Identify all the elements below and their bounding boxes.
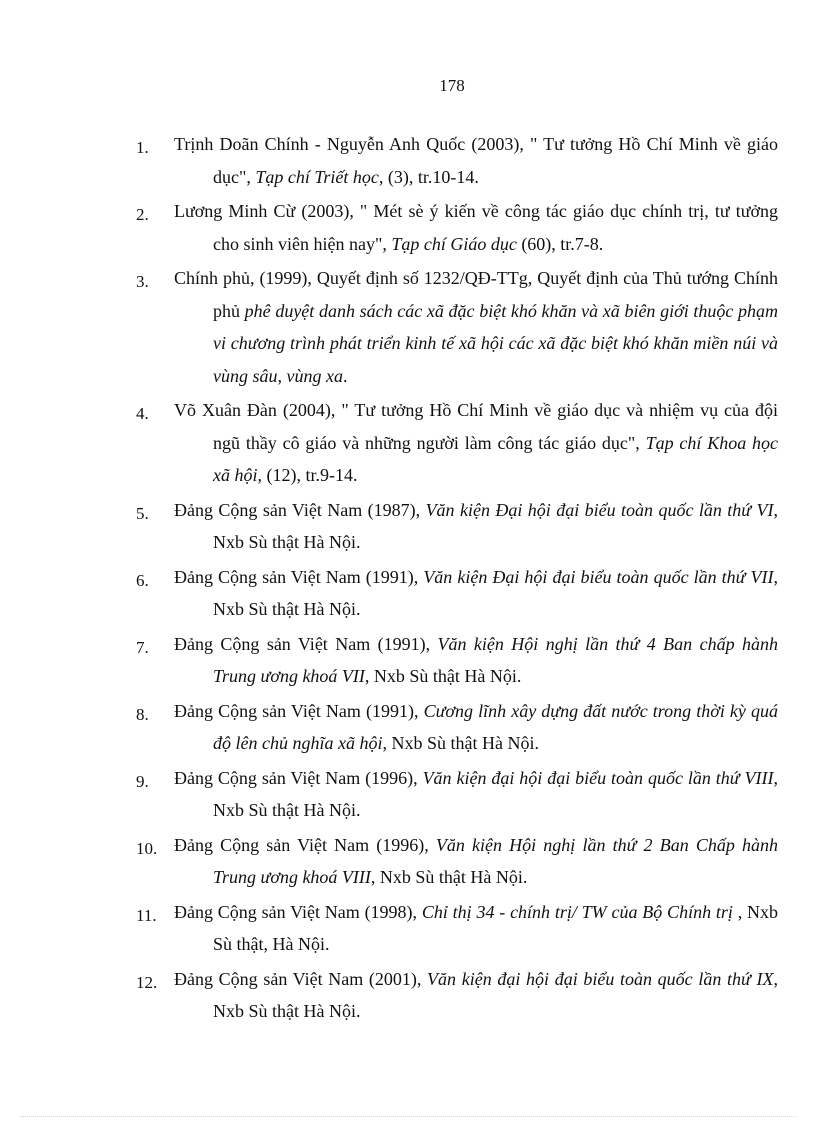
reference-text [174,695,778,760]
reference-item [0,262,816,392]
reference-segment: , (12), tr.9-14. [257,465,358,485]
reference-title: Tạp chí Triết học, [255,166,384,187]
reference-text [174,394,778,492]
reference-item [0,128,816,193]
reference-item [0,695,816,760]
reference-segment: Đảng Cộng sản Việt Nam (1991), [174,700,424,721]
reference-segment: Đảng Cộng sản Việt Nam (1991), [174,566,424,587]
reference-item [0,561,816,626]
reference-text [174,829,778,894]
reference-segment: Chính phủ, (1999), Quyết định số 1232/QĐ-TTg, Quyết định của Thủ tướng Chính phủ [174,268,778,321]
reference-item [0,762,816,827]
reference-segment: , Nxb Sù thật Hà Nội. [382,733,539,753]
reference-number: 11. [136,905,157,925]
reference-title: Văn kiện Đại hội đại biểu toàn quốc lần thứ VII [423,566,774,587]
reference-number: 2. [136,205,149,224]
reference-title: Cương lĩnh xây dựng đất nước trong thời kỳ quá độ lên chủ nghĩa xã hội [213,700,778,753]
reference-number: 9. [136,771,149,791]
reference-title: Văn kiện Đại hội đại biểu toàn quốc lần thứ VI [425,499,774,520]
reference-segment: , Nxb Sù thật Hà Nội. [213,566,778,619]
page-number: 178 [439,76,465,95]
reference-item [0,896,816,961]
reference-number: 6. [136,570,149,590]
reference-text [174,628,778,693]
reference-number: 8. [136,704,149,724]
reference-number: 10. [136,838,158,858]
reference-segment: . [342,365,348,386]
reference-title: Văn kiện Hội nghị lần thứ 2 Ban Chấp hành Trung ương khoá VIII [213,834,778,887]
reference-segment: , Nxb Sù thật Hà Nội. [370,867,528,887]
reference-text [174,561,778,626]
reference-segment: Đảng Cộng sản Việt Nam (2001), [174,968,428,989]
reference-segment: Võ Xuân Đàn (2004), " Tư tưởng Hồ Chí Minh về giáo dục và nhiệm vụ của đội ngũ thầy cô giáo và những người làm công tác giáo dục", [174,400,778,453]
reference-segment: Đảng Cộng sản Việt Nam (1996), [174,834,436,855]
reference-segment: Đảng Cộng sản Việt Nam (1996), [174,767,423,788]
reference-title: Văn kiện Hội nghị lần thứ 4 Ban chấp hành Trung ương khoá VII [213,633,778,686]
reference-text [174,963,778,1028]
reference-segment: , Nxb Sù thật Hà Nội. [213,499,778,552]
reference-number: 1. [136,138,149,157]
reference-title: Văn kiện đại hội đại biểu toàn quốc lần thứ IX [427,968,774,989]
reference-number: 7. [136,637,149,657]
reference-text [174,896,778,961]
reference-item [0,394,816,492]
page-bottom-divider [20,1116,796,1117]
reference-title: Chỉ thị 34 - chính trị/ TW của Bộ Chính trị [421,901,733,922]
reference-segment: (60), tr.7-8. [516,233,604,254]
reference-number: 3. [136,272,149,291]
reference-text [174,494,778,559]
reference-item [0,963,816,1028]
reference-text [174,128,778,193]
reference-segment: , Nxb Sù thật, Hà Nội. [213,901,778,954]
reference-item [0,195,816,260]
reference-segment: , Nxb Sù thật Hà Nội. [213,968,778,1021]
reference-segment: Đảng Cộng sản Việt Nam (1991), [174,633,438,654]
reference-item [0,628,816,693]
reference-list [0,128,816,1028]
reference-number: 4. [136,404,149,423]
reference-segment: Đảng Cộng sản Việt Nam (1998), [174,901,422,922]
reference-text [174,195,778,260]
reference-segment: , Nxb Sù thật Hà Nội. [364,666,522,686]
reference-title: Văn kiện đại hội đại biểu toàn quốc lần thứ VIII [422,767,774,788]
reference-segment: Trịnh Doãn Chính - Nguyễn Anh Quốc (2003), " Tư tưởng Hồ Chí Minh về giáo dục", [174,134,778,187]
reference-text [174,262,778,392]
reference-segment: Lương Minh Cừ (2003), " Mét sè ý kiến về công tác giáo dục chính trị, tư tưởng cho sinh viên hiện nay", [174,201,778,254]
reference-number: 12. [136,972,158,992]
reference-title: Tạp chí Khoa học xã hội [213,432,779,485]
reference-item [0,494,816,559]
reference-number: 5. [136,503,149,523]
reference-segment: , Nxb Sù thật Hà Nội. [213,767,778,820]
reference-title: Tạp chí Giáo dục [391,233,517,254]
reference-item [0,829,816,894]
reference-text [174,762,778,827]
reference-segment: Đảng Cộng sản Việt Nam (1987), [174,499,426,520]
reference-segment: (3), tr.10-14. [383,166,479,187]
reference-title: phê duyệt danh sách các xã đặc biệt khó khăn và xã biên giới thuộc phạm vi chương trình phát triển kinh tế xã hội các xã đặc biệt khó khăn miền núi và vùng sâu, vùng xa [213,300,779,386]
